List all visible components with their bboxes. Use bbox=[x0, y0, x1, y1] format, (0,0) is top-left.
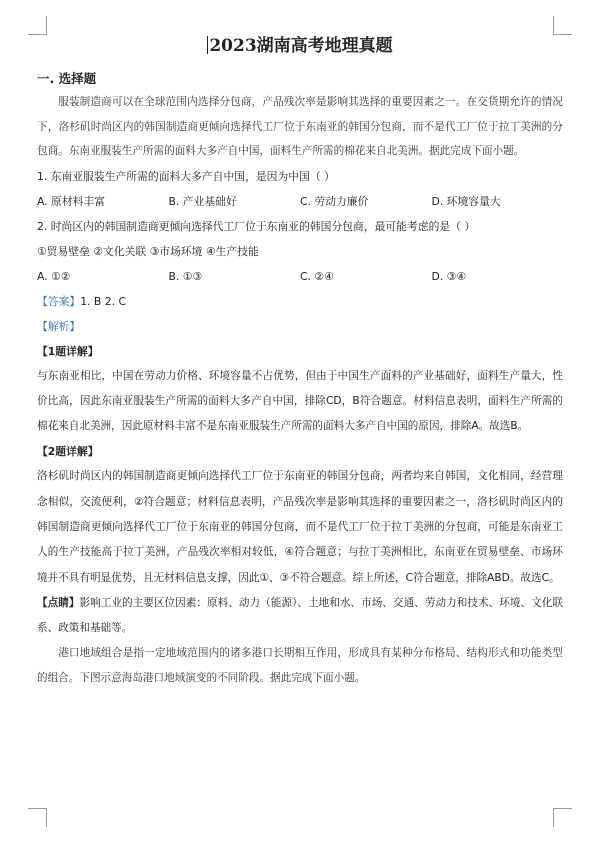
corner-mark-top-right bbox=[553, 16, 572, 35]
detail-2-heading: 【2题详解】 bbox=[37, 445, 99, 459]
option-d: D. ③④ bbox=[431, 269, 467, 283]
note-label: 【点睛】 bbox=[37, 596, 80, 609]
option-b: B. ①③ bbox=[168, 269, 203, 283]
question-2-items: ①贸易壁垒 ②文化关联 ③市场环境 ④生产技能 bbox=[37, 244, 259, 258]
intro-paragraph-2: 港口地域组合是指一定地域范围内的诸多港口长期相互作用，形成具有某种分布格局、结构形式和功能类型的组合。下图示意海岛港口地域演变的不同阶段。据此完成下面小题。 bbox=[37, 647, 563, 684]
detail-2-text: 洛杉矶时尚区内的韩国制造商更倾向选择代工厂位于东南亚的韩国分包商，两者均来自韩国，文化相同，经营理念相似，交流便利，②符合题意；材料信息表明，产品残次率是影响其选择的重要因素之一，洛杉矶时尚区内的韩国制造商更倾向选择代工厂位于东南亚的韩国分包商，而不是代工厂位于拉丁美洲的分包商，可能是东南亚工人的生产技能高于拉丁美洲，产品残次率相对较低，④符合题意；与拉丁美洲相比，东南亚在贸易壁垒、市场环境并不具有明显优势，且无材料信息支撑，因此①、③不符合题意。综上所述，C符合题意，排除ABD。故选C。 bbox=[37, 470, 563, 584]
page-title bbox=[37, 34, 563, 58]
option-d: D. 环境容量大 bbox=[431, 194, 501, 208]
document-page[interactable] bbox=[37, 34, 563, 690]
corner-mark-top-left bbox=[28, 16, 47, 35]
question-2: 2. 时尚区内的韩国制造商更倾向选择代工厂位于东南亚的韩国分包商，最可能考虑的是（ ） bbox=[37, 219, 476, 233]
intro-paragraph-1: 服装制造商可以在全球范围内选择分包商，产品残次率是影响其选择的重要因素之一。在交货期允许的情况下，洛杉矶时尚区内的韩国制造商更倾向选择代工厂位于东南亚的韩国分包商，而不是代工厂位于拉丁美洲的分包商。东南亚服装生产所需的面料大多产自中国，面料生产所需的棉花来自北美洲。据此完成下面小题。 bbox=[37, 96, 563, 157]
answer-label: 【答案】 bbox=[37, 294, 81, 308]
option-a: A. 原材料丰富 bbox=[37, 194, 106, 208]
corner-mark-bottom-left bbox=[28, 808, 47, 827]
option-b: B. 产业基础好 bbox=[168, 194, 237, 208]
page-title-text: 2023湖南高考地理真题 bbox=[209, 36, 393, 56]
option-c: C. 劳动力廉价 bbox=[300, 194, 369, 208]
detail-1-heading: 【1题详解】 bbox=[37, 344, 99, 358]
question-1-options bbox=[37, 189, 563, 214]
corner-mark-bottom-right bbox=[553, 808, 572, 827]
answer-text: 1. B 2. C bbox=[80, 294, 127, 308]
answer-line bbox=[37, 289, 563, 314]
question-1: 1. 东南亚服装生产所需的面料大多产自中国，是因为中国（ ） bbox=[37, 169, 335, 183]
detail-1-text: 与东南亚相比，中国在劳动力价格、环境容量不占优势，但由于中国生产面料的产业基础好，面料生产量大，性价比高，因此东南亚服装生产所需的面料大多产自中国，排除CD，B符合题意。材料信息表明，面料生产所需的棉花来自北美洲，因此原材料丰富不是东南亚服装生产所需的面料大多产自中国的原因，排除A。故选B。 bbox=[37, 369, 563, 433]
option-a: A. ①② bbox=[37, 269, 71, 283]
question-2-options bbox=[37, 264, 563, 289]
section-heading: 一. 选择题 bbox=[37, 71, 97, 86]
note-text: 影响工业的主要区位因素：原料、动力（能源）、土地和水、市场、交通、劳动力和技术、环境、文化联系、政策和基础等。 bbox=[37, 596, 564, 635]
note-line bbox=[37, 591, 563, 642]
analysis-label: 【解析】 bbox=[37, 319, 81, 333]
option-c: C. ②④ bbox=[300, 269, 334, 283]
